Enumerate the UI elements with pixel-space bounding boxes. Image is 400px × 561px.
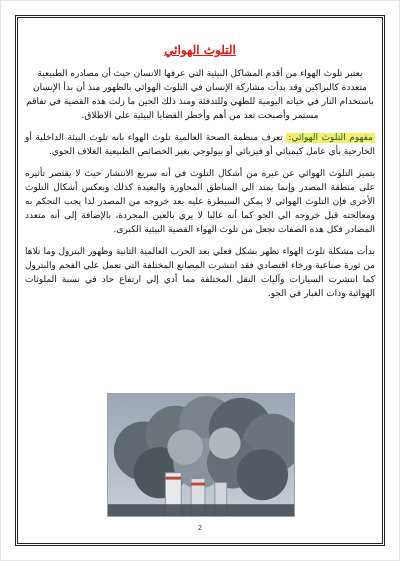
- page-number: 2: [197, 524, 203, 532]
- definition-label: مفهوم التلوث الهوائي:: [288, 133, 373, 143]
- document-title: التلوث الهوائي: [164, 43, 236, 57]
- definition-text: تعرف منظمة الصحة العالمية تلوث الهواء بانه تلوث البيئة الداخلية أو الخارجية بأي عامل كيميائي أو فيزيائي أو بيولوجي يغير الخصائص الطبيعية الغلاف الجوي.: [25, 133, 375, 157]
- pollution-photo: [107, 393, 295, 517]
- smokestack-illustration: [108, 394, 294, 516]
- document-content: [25, 35, 375, 309]
- definition-paragraph: [25, 131, 375, 159]
- ground-haze: [108, 504, 294, 516]
- intro-paragraph: يعتبر تلوث الهواء من أقدم المشاكل البيئية التي عرفها الانسان حيث أن مصادره الطبيعية متعددة كالبراكين وقد بدأت مشاركة الإنسان في التلوث الهوائي بالظهور منذ أن بدأ الإنسان باستخدام النار في حياته اليومية للطهي وللتدفئة ومنذ ذلك الحين ما زلت هذه القضية في تفاقم مستمر وأصبحت تعد من أهم وأخطر القضايا البيئية علي الاطلاق.: [26, 69, 374, 121]
- distinction-paragraph: يتميز التلوث الهوائي عن غيره من أشكال التلوث في أنه سريع الانتشار حيث لا يقتصر تأثيره على منطقة المصدر وإنما يمتد الي المناطق المجاورة والبعيدة كذلك وبعكس أشكال التلوث الأخرى فإن التلوث الهوائي لا يمكن السيطرة عليه بعد خروجه من المصدر لذا يجب التحكم به ومعالجته قبل خروجه الي الجو كما أنه غالبا لا يري بالعين المجردة، بالإضافة إلى أنه متعدد المصادر فكل هذه الصفات تجعل من تلوث الهواء القضية البيئية الكبرى.: [25, 169, 375, 235]
- history-paragraph: بدأت مشكلة تلوث الهواء تظهر بشكل فعلي بعد الحرب العالمية الثانية وظهور البترول وما تلاها من ثورة صناعية ورخاء اقتصادي فقد انتشرت المصانع المختلفة التي تعمل علي الفحم والبترول كما انتشرت السيارات وآليات النقل المختلفة مما أدي إلي ارتفاع حاد في نسبة الملوثات الهوائية وذات الغبار في الجو.: [25, 247, 375, 299]
